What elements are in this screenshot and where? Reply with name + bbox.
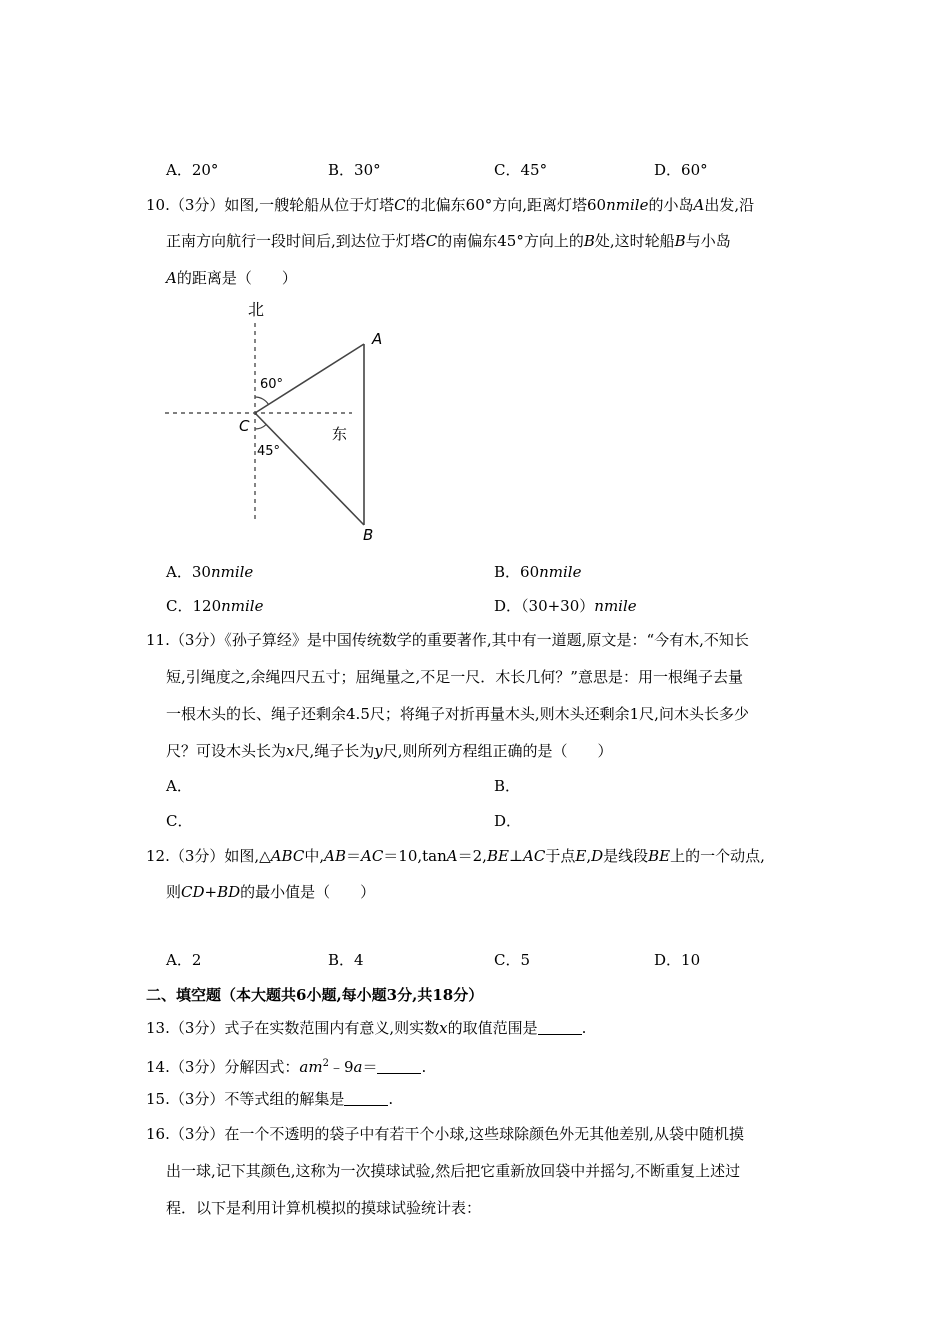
q12-option-a[interactable]: A．2 (166, 951, 202, 969)
q11-option-d[interactable]: D． (494, 812, 522, 830)
q10-option-d[interactable]: D．（30+30）nmile (494, 597, 637, 615)
angle-60-label: 60° (260, 377, 284, 392)
q10-option-b[interactable]: B．60nmile (494, 563, 582, 581)
q9-option-c[interactable]: C．45° (494, 161, 548, 179)
q9-option-b[interactable]: B．30° (328, 161, 381, 179)
q15-answer-blank[interactable] (344, 1091, 388, 1106)
q16-line-1: 16.（3分）在一个不透明的袋子中有若干个小球,这些球除颜色外无其他差别,从袋中随机摸 (146, 1125, 744, 1143)
q13-answer-blank[interactable] (538, 1020, 582, 1035)
q10-option-a[interactable]: A．30nmile (166, 563, 254, 581)
q10-option-c[interactable]: C．120nmile (166, 597, 264, 615)
point-c-label: C (239, 417, 250, 435)
segment-cb (255, 413, 364, 525)
q10-figure (160, 295, 400, 550)
question-14: 14.（3分）分解因式：$am^2﹣9a=$ . (146, 1058, 427, 1076)
east-label: 东 (332, 425, 348, 443)
q11-line-3: 一根木头的长、绳子还剩余4.5尺；将绳子对折再量木头,则木头还剩余1尺,问木头长多少 (166, 705, 749, 723)
q12-option-d[interactable]: D．10 (654, 951, 701, 969)
angle-arc-45 (255, 425, 266, 430)
question-13: 13.（3分）式子在实数范围内有意义,则实数x的取值范围是 . (146, 1019, 587, 1037)
q10-line-2: 正南方向航行一段时间后,到达位于灯塔C的南偏东45°方向上的B处,这时轮船B与小岛 (166, 232, 731, 250)
q11-line-2: 短,引绳度之,余绳四尺五寸；屈绳量之,不足一尺．木长几何？”意思是：用一根绳子去量 (166, 668, 743, 686)
q11-line-1: 11.（3分）《孙子算经》是中国传统数学的重要著作,其中有一道题,原文是：“今有木,不知长 (146, 631, 749, 649)
q12-option-c[interactable]: C．5 (494, 951, 531, 969)
q9-option-d[interactable]: D．60° (654, 161, 708, 179)
point-b-label: B (363, 526, 374, 544)
q11-option-c[interactable]: C． (166, 812, 193, 830)
question-15: 15.（3分）不等式组的解集是 . (146, 1090, 394, 1108)
q11-option-b[interactable]: B． (494, 777, 521, 795)
q9-option-a[interactable]: A．20° (166, 161, 219, 179)
point-a-label: A (372, 330, 383, 348)
q10-line-3: A的距离是（ ） (166, 269, 297, 287)
q12-option-b[interactable]: B．4 (328, 951, 364, 969)
q16-line-2: 出一球,记下其颜色,这称为一次摸球试验,然后把它重新放回袋中并摇匀,不断重复上述过 (166, 1162, 741, 1180)
q12-line-2: 则CD+BD的最小值是（ ） (166, 883, 376, 901)
north-label: 北 (248, 300, 265, 319)
q16-line-3: 程．以下是利用计算机模拟的摸球试验统计表： (166, 1199, 482, 1217)
q11-line-4: 尺？可设木头长为x尺,绳子长为y尺,则所列方程组正确的是（ ） (166, 742, 613, 760)
q14-answer-blank[interactable] (377, 1059, 421, 1074)
angle-arc-60 (255, 397, 269, 405)
q10-line-1: 10.（3分）如图,一艘轮船从位于灯塔C的北偏东60°方向,距离灯塔60nmile的小岛A出发,沿 (146, 196, 755, 214)
section-2-title: 二、填空题（本大题共6小题,每小题3分,共18分） (146, 986, 484, 1004)
q12-line-1: 12.（3分）如图,△ABC中,AB＝AC＝10,tanA＝2,BE⊥AC于点E,D是线段BE上的一个动点, (146, 847, 765, 865)
q11-option-a[interactable]: A． (166, 777, 192, 795)
angle-45-label: 45° (257, 444, 281, 459)
